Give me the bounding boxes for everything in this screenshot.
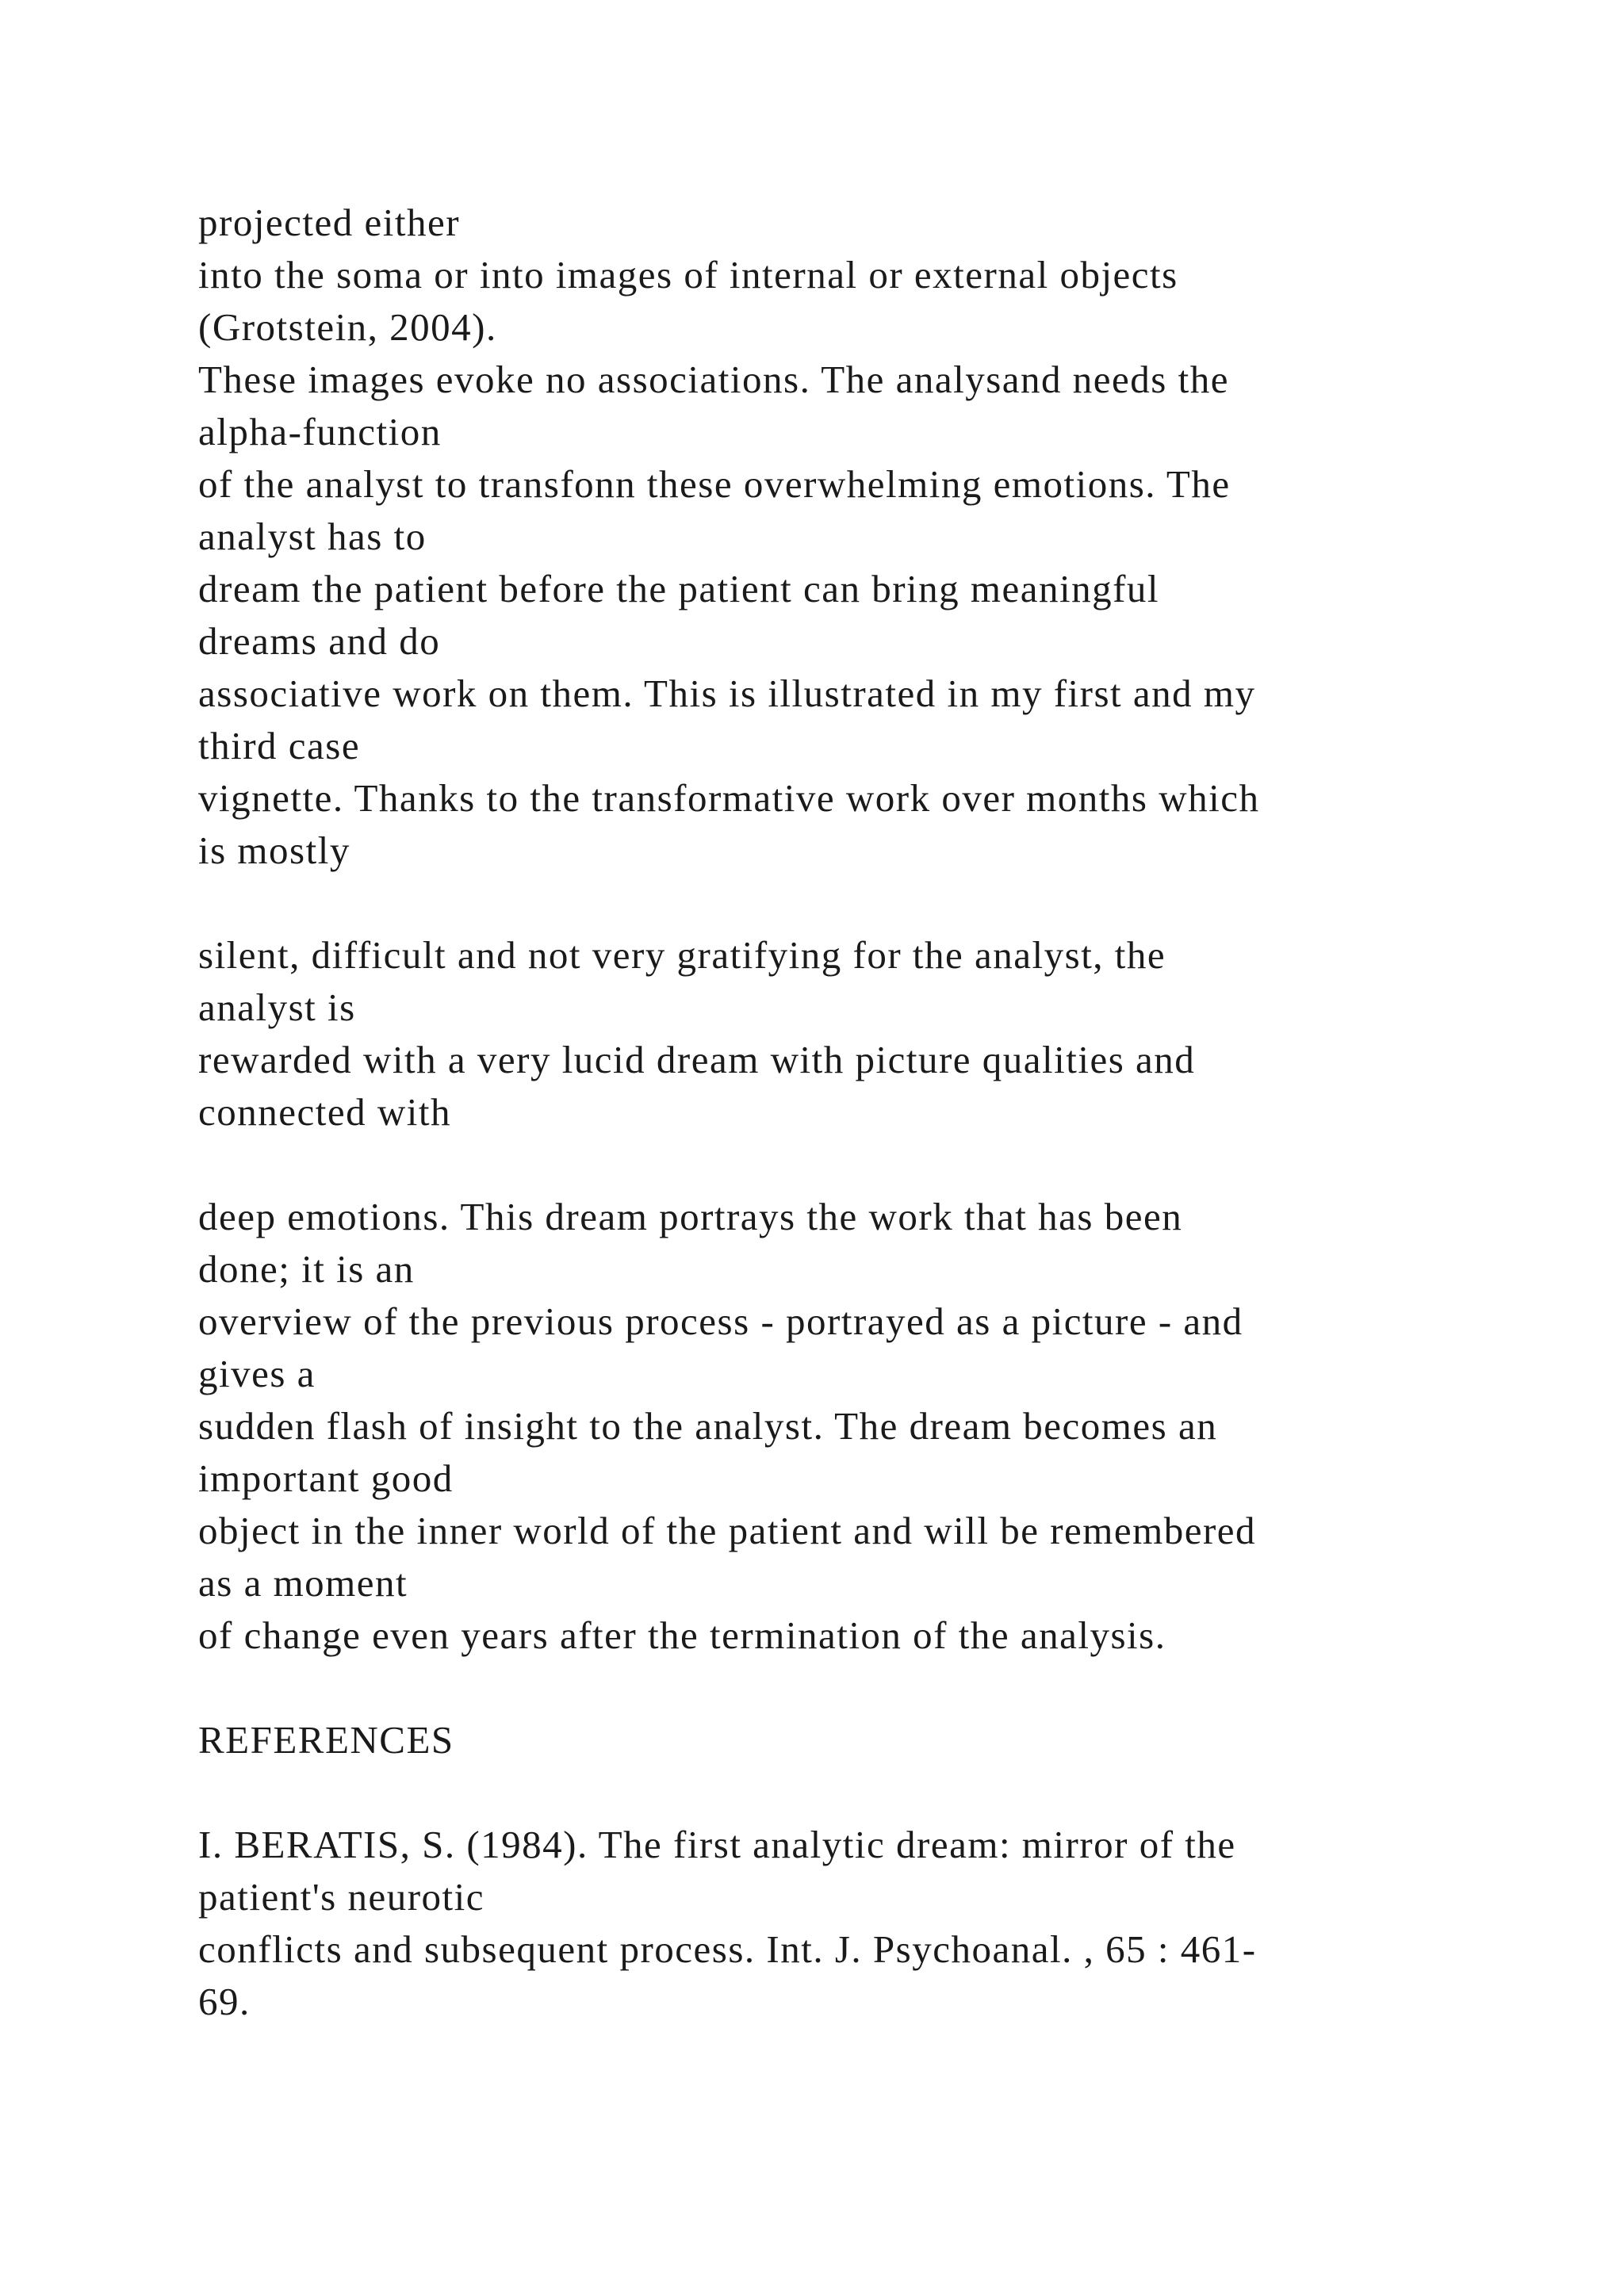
text-line: analyst has to xyxy=(198,515,427,558)
paragraph-gap xyxy=(198,1662,1507,1714)
text-line: rewarded with a very lucid dream with picture qualities and xyxy=(198,1038,1196,1081)
text-line: done; it is an xyxy=(198,1247,415,1291)
text-line: is mostly xyxy=(198,828,350,872)
text-line: (Grotstein, 2004). xyxy=(198,305,497,349)
text-line: gives a xyxy=(198,1352,316,1395)
text-line: deep emotions. This dream portrays the work that has been xyxy=(198,1195,1183,1238)
reference-line: I. BERATIS, S. (1984). The first analytic dream: mirror of the xyxy=(198,1823,1236,1866)
text-line: These images evoke no associations. The analysand needs the xyxy=(198,358,1229,401)
text-line: object in the inner world of the patient and will be remembered xyxy=(198,1509,1257,1552)
text-line: important good xyxy=(198,1456,454,1500)
document-page xyxy=(198,197,1507,2028)
text-line: associative work on them. This is illustrated in my first and my xyxy=(198,672,1256,715)
text-line: dream the patient before the patient can bring meaningful xyxy=(198,567,1160,610)
text-line: sudden flash of insight to the analyst. The dream becomes an xyxy=(198,1404,1218,1448)
paragraph-gap xyxy=(198,1138,1507,1191)
reference-line: patient's neurotic xyxy=(198,1875,485,1919)
text-line: vignette. Thanks to the transformative work over months which xyxy=(198,776,1260,820)
text-line: into the soma or into images of internal or external objects xyxy=(198,253,1178,297)
text-line: silent, difficult and not very gratifying for the analyst, the xyxy=(198,933,1166,977)
reference-line: conflicts and subsequent process. Int. J. Psychoanal. , 65 : 461- xyxy=(198,1927,1257,1971)
references-heading: REFERENCES xyxy=(198,1718,454,1762)
text-line: of change even years after the termination of the analysis. xyxy=(198,1613,1166,1657)
text-line: connected with xyxy=(198,1090,451,1134)
text-line: projected either xyxy=(198,201,461,244)
text-line: analyst is xyxy=(198,985,356,1029)
paragraph-gap xyxy=(198,1766,1507,1819)
paragraph-gap xyxy=(198,877,1507,929)
reference-line: 69. xyxy=(198,1980,251,2023)
text-line: of the analyst to transfonn these overwhelming emotions. The xyxy=(198,462,1231,506)
text-line: as a moment xyxy=(198,1561,408,1605)
text-line: dreams and do xyxy=(198,619,441,663)
text-line: alpha-function xyxy=(198,410,442,453)
text-line: third case xyxy=(198,724,361,767)
text-line: overview of the previous process - portrayed as a picture - and xyxy=(198,1299,1243,1343)
